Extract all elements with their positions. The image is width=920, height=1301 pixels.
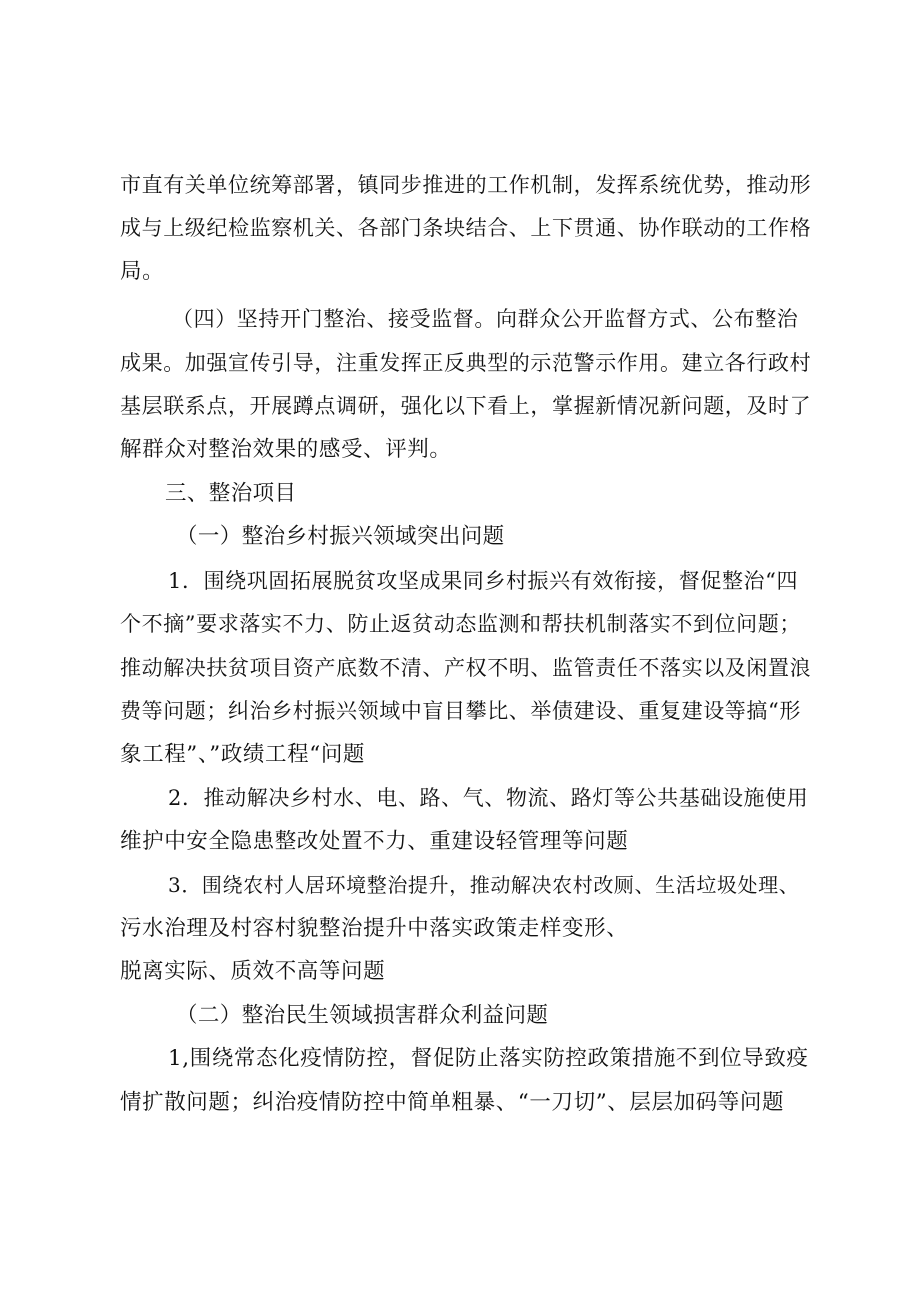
- paragraph-line: 维护中安全隐患整改处置不力、重建设轻管理等问题: [120, 829, 629, 854]
- paragraph-line: 个不摘”要求落实不力、防止返贫动态监测和帮扶机制落实不到位问题；: [120, 612, 801, 636]
- subsection-heading-one: （一）整治乡村振兴领域突出问题: [176, 524, 505, 549]
- paragraph-line: 污水治理及村容村貌整治提升中落实政策走样变形、: [120, 916, 629, 941]
- paragraph-line: 1,围绕常态化疫情防控，督促防止落实防控政策措施不到位导致疫: [168, 1046, 809, 1071]
- paragraph-line: 成与上级纪检监察机关、各部门条块结合、上下贯通、协作联动的工作格: [120, 216, 812, 240]
- paragraph-line: 推动解决扶贫项目资产底数不清、产权不明、监管责任不落实以及闲置浪: [120, 656, 812, 680]
- subsection-heading-two: （二）整治民生领域损害群众利益问题: [176, 1003, 549, 1028]
- paragraph-line: 费等问题；纠治乡村振兴领域中盲目攀比、举债建设、重复建设等搞“形: [120, 699, 801, 723]
- paragraph-line: 基层联系点，开展蹲点调研，强化以下看上，掌握新情况新问题，及时了: [120, 394, 812, 418]
- paragraph-line: 局。: [120, 259, 165, 284]
- paragraph-line: 成果。加强宣传引导，注重发挥正反典型的示范警示作用。建立各行政村: [120, 351, 812, 375]
- paragraph-line: 情扩散问题；纠治疫情防控中简单粗暴、“一刀切”、层层加码等问题: [120, 1090, 785, 1115]
- paragraph-line: 象工程”、”政绩工程“问题: [120, 742, 366, 767]
- paragraph-line: （四）坚持开门整治、接受监督。向群众公开监督方式、公布整治: [172, 307, 799, 331]
- paragraph-line: 脱离实际、质效不高等问题: [120, 959, 386, 984]
- paragraph-line: 市直有关单位统筹部署，镇同步推进的工作机制，发挥系统优势，推动形: [120, 173, 812, 197]
- paragraph-line: 1．围绕巩固拓展脱贫攻坚成果同乡村振兴有效衔接，督促整治“四: [168, 569, 799, 593]
- paragraph-line: 2．推动解决乡村水、电、路、气、物流、路灯等公共基础设施使用: [168, 786, 809, 810]
- section-heading-three: 三、整治项目: [165, 481, 297, 506]
- paragraph-line: 解群众对整治效果的感受、评判。: [120, 437, 452, 462]
- paragraph-line: 3．围绕农村人居环境整治提升，推动解决农村改厕、生活垃圾处理、: [168, 873, 800, 897]
